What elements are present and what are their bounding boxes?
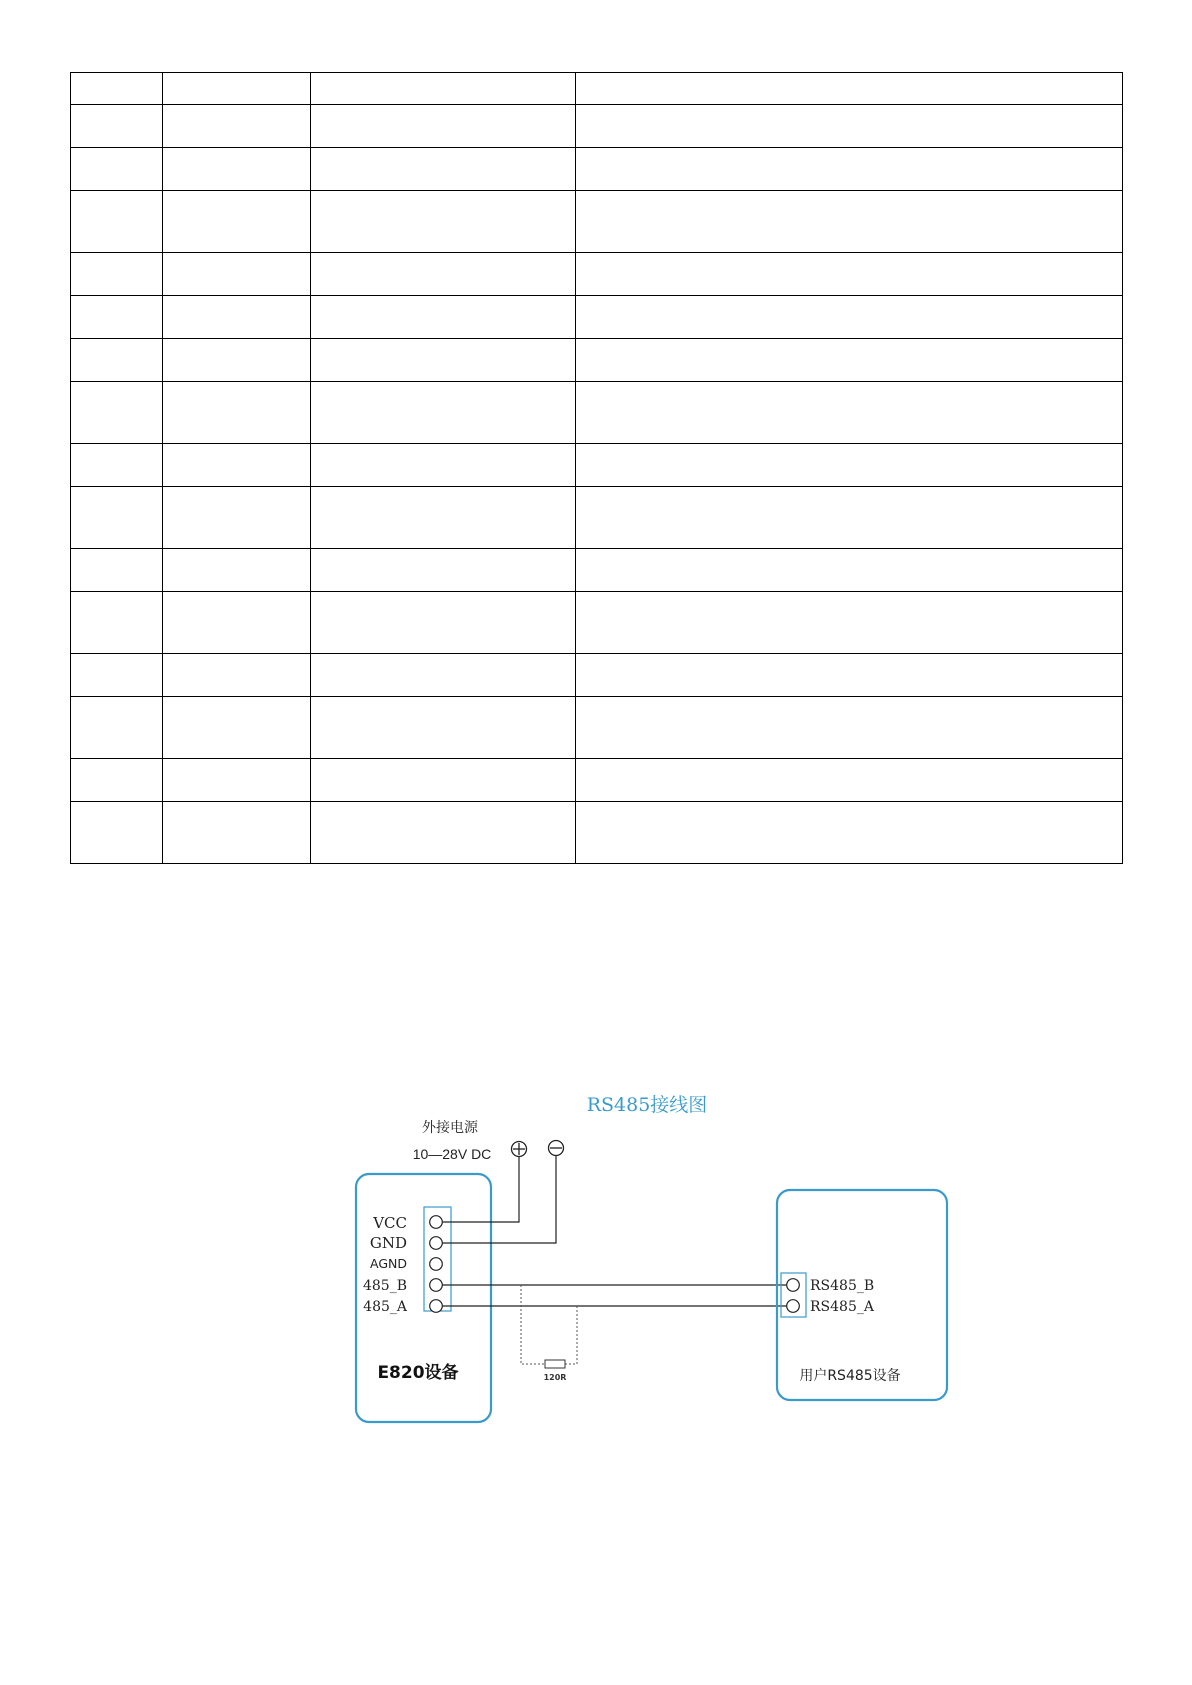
pin-label: 485_A <box>363 1299 407 1315</box>
pin-label: RS485_B <box>810 1278 875 1294</box>
e820-pin-gnd <box>370 1234 442 1252</box>
e820-pin-485b <box>363 1278 442 1294</box>
gnd-wire <box>443 1156 557 1244</box>
pin-label: RS485_A <box>810 1299 874 1315</box>
pin-terminal-icon <box>430 1279 443 1292</box>
minus-terminal-icon <box>549 1141 564 1156</box>
pin-label: GND <box>369 1234 407 1252</box>
e820-pin-agnd <box>370 1256 442 1271</box>
e820-device-name: E820设备 <box>377 1363 459 1383</box>
resistor-label: 120R <box>543 1373 567 1382</box>
pin-terminal-icon <box>430 1237 443 1250</box>
user-device-name: 用户RS485设备 <box>799 1368 901 1384</box>
plus-terminal-icon <box>512 1142 527 1157</box>
user-pin-rs485a <box>787 1299 875 1315</box>
pin-terminal-icon <box>430 1300 443 1313</box>
e820-pin-vcc <box>372 1214 442 1232</box>
pin-label: 485_B <box>362 1278 407 1294</box>
pin-label: VCC <box>373 1214 407 1232</box>
pin-terminal-icon <box>787 1279 800 1292</box>
pin-terminal-icon <box>787 1300 800 1313</box>
pin-terminal-icon <box>430 1258 443 1271</box>
user-pin-rs485b <box>787 1278 874 1294</box>
e820-pin-485a <box>363 1299 442 1315</box>
resistor-icon <box>545 1360 565 1368</box>
power-label: 外接电源 <box>422 1120 478 1136</box>
pin-terminal-icon <box>430 1216 443 1229</box>
vcc-wire <box>443 1157 520 1223</box>
power-range: 10—28V DC <box>412 1146 492 1162</box>
pin-label: AGND <box>370 1256 407 1271</box>
termination-resistor <box>521 1285 577 1382</box>
diagram-title: RS485接线图 <box>586 1094 708 1116</box>
